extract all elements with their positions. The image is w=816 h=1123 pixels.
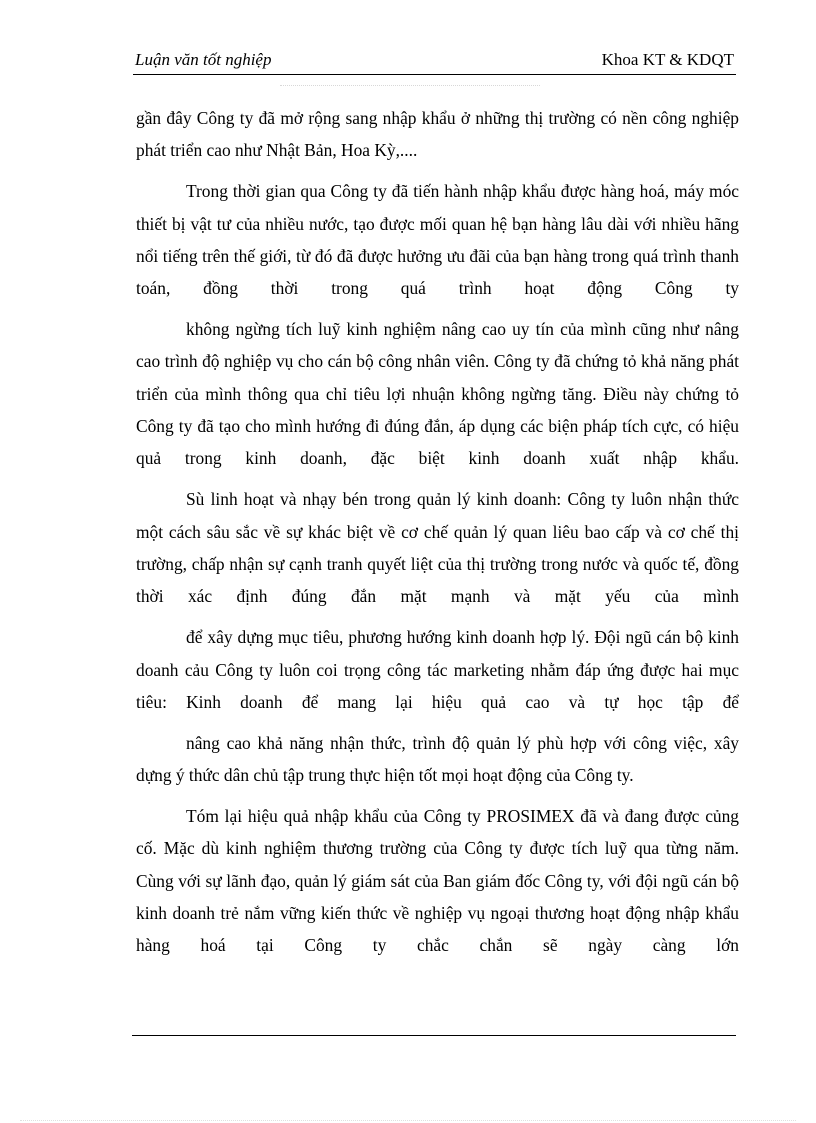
paragraph-awareness: nâng cao khả năng nhận thức, trình độ quản lý phù hợp với công việc, xây dựng ý thức dân chủ tập trung thực hiện tốt mọi hoạt động của Công ty. — [136, 732, 739, 786]
page-bottom-border — [20, 1120, 796, 1121]
header-thesis-title: Luận văn tốt nghiệp — [135, 50, 272, 69]
paragraph-summary: Tóm lại hiệu quả nhập khẩu của Công ty PROSIMEX đã và đang được củng cố. Mặc dù kinh nghiệm thương trường của Công ty được tích luỹ qua từng năm. Cùng với sự lãnh đạo, quản lý giám sát của Ban giám đốc Công ty, với đội ngũ cán bộ kinh doanh trẻ nắm vững kiến thức về nghiệp vụ ngoại thương hoạt động nhập khẩu hàng hoá tại Công ty chắc chắn sẽ ngày càng lớn — [136, 806, 739, 956]
paragraph-import-partners: Trong thời gian qua Công ty đã tiến hành nhập khẩu được hàng hoá, máy móc thiết bị vật tư của nhiều nước, tạo được mối quan hệ bạn hàng lâu dài với nhiều hãng nổi tiếng trên thế giới, từ đó đã được hưởng ưu đãi của bạn hàng trong quá trình thanh toán, đồng thời trong quá trình hoạt động Công ty — [136, 181, 739, 299]
page-header — [133, 48, 736, 75]
paragraph-goals: để xây dựng mục tiêu, phương hướng kinh doanh hợp lý. Đội ngũ cán bộ kinh doanh cảu Công ty luôn coi trọng công tác marketing nhằm đáp ứng được hai mục tiêu: Kinh doanh để mang lại hiệu quả cao và tự học tập để — [136, 627, 739, 712]
faint-divider — [280, 85, 540, 87]
body-text — [136, 102, 739, 962]
header-faculty: Khoa KT & KDQT — [601, 50, 734, 69]
footer-rule — [132, 1035, 736, 1036]
paragraph-flexibility: Sù linh hoạt và nhạy bén trong quản lý kinh doanh: Công ty luôn nhận thức một cách sâu sắc về sự khác biệt về cơ chế quản lý quan liêu bao cấp và cơ chế thị trường, chấp nhận sự cạnh tranh quyết liệt của thị trường trong nước và quốc tế, đồng thời xác định đúng đắn mặt mạnh và mặt yếu của mình — [136, 489, 739, 607]
paragraph-experience: không ngừng tích luỹ kinh nghiệm nâng cao uy tín của mình cũng như nâng cao trình độ nghiệp vụ cho cán bộ công nhân viên. Công ty đã chứng tỏ khả năng phát triển của mình thông qua chỉ tiêu lợi nhuận không ngừng tăng. Điều này chứng tỏ Công ty đã tạo cho mình hướng đi đúng đắn, áp dụng các biện pháp tích cực, có hiệu quả trong kinh doanh, đặc biệt kinh doanh xuất nhập khẩu. — [136, 319, 739, 469]
paragraph-continued-markets: gần đây Công ty đã mở rộng sang nhập khẩu ở những thị trường có nền công nghiệp phát triển cao như Nhật Bản, Hoa Kỳ,.... — [136, 108, 739, 161]
